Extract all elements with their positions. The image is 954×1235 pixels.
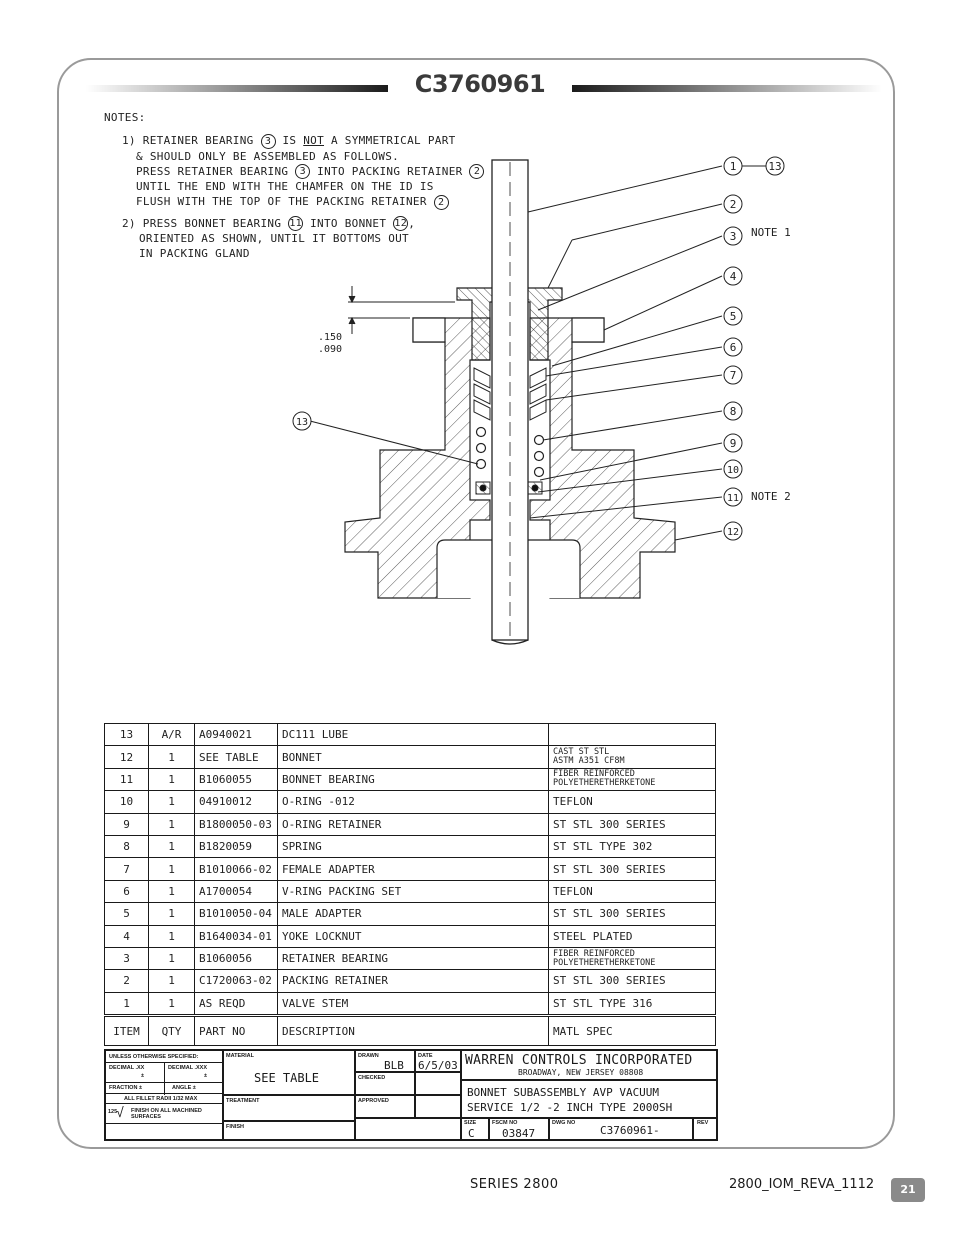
- bom-qty: 1: [149, 858, 195, 880]
- material-value: SEE TABLE: [254, 1071, 320, 1085]
- bom-header-matl: MATL SPEC: [549, 1016, 716, 1046]
- svg-text:4: 4: [729, 270, 737, 283]
- note-1-label: NOTE 1: [751, 226, 791, 239]
- bom-material: ST STL 300 SERIES: [549, 903, 716, 925]
- document-title: C3760961: [414, 70, 546, 98]
- bom-row: [105, 925, 716, 947]
- svg-text:5: 5: [729, 310, 737, 323]
- callout-12: [724, 522, 742, 540]
- ref-balloon-3: 3: [261, 134, 276, 149]
- blank-cell: [355, 1118, 461, 1140]
- bom-part-no: AS REQD: [195, 992, 278, 1015]
- company-cell: [461, 1050, 717, 1080]
- bom-part-no: B1060056: [195, 947, 278, 969]
- bom-material-line-1: FIBER REINFORCED: [553, 769, 635, 780]
- bom-qty: 1: [149, 835, 195, 857]
- callout-11: [724, 488, 742, 506]
- bom-row: [105, 835, 716, 857]
- note-1-text: & SHOULD ONLY BE ASSEMBLED AS FOLLOWS.: [136, 149, 400, 163]
- svg-text:13: 13: [768, 160, 782, 173]
- callout-3: [724, 227, 742, 245]
- bom-description: YOKE LOCKNUT: [278, 925, 549, 947]
- footer-series: SERIES 2800: [470, 1177, 559, 1192]
- bom-material: ST STL TYPE 302: [549, 835, 716, 857]
- fscm-label: FSCM NO: [492, 1120, 518, 1126]
- note-2-text: INTO BONNET: [310, 216, 387, 230]
- bom-description: MALE ADAPTER: [278, 903, 549, 925]
- size-label: SIZE: [464, 1120, 477, 1126]
- footer-doc-id: 2800_IOM_REVA_1112: [729, 1177, 875, 1192]
- yoke-locknut-left: [413, 318, 445, 342]
- bom-item: 3: [105, 947, 149, 969]
- bom-qty: 1: [149, 768, 195, 790]
- ref-balloon-2: 2: [469, 164, 484, 179]
- bom-row: [105, 947, 716, 969]
- bom-qty: 1: [149, 925, 195, 947]
- callout-9: [724, 434, 742, 452]
- bom-item: 4: [105, 925, 149, 947]
- approved-label: APPROVED: [358, 1098, 389, 1104]
- bom-description: V-RING PACKING SET: [278, 880, 549, 902]
- bom-material-line-1: FIBER REINFORCED: [553, 948, 635, 959]
- bom-qty: 1: [149, 970, 195, 992]
- bom-description: PACKING RETAINER: [278, 970, 549, 992]
- bom-item: 5: [105, 903, 149, 925]
- bom-row: [105, 858, 716, 880]
- bom-part-no: B1010066-02: [195, 858, 278, 880]
- note-2-text: IN PACKING GLAND: [139, 247, 250, 260]
- bom-material: ST STL 300 SERIES: [549, 858, 716, 880]
- ref-balloon-3: 3: [295, 164, 310, 179]
- svg-text:11: 11: [726, 493, 740, 504]
- drawn-cell: [355, 1050, 415, 1072]
- bom-item: 13: [105, 724, 149, 746]
- callout-13-left: [293, 412, 311, 430]
- check-icon: √: [116, 1104, 124, 1120]
- notes-label: NOTES:: [104, 111, 146, 124]
- bom-material-line-2: ASTM A351 CF8M: [553, 756, 625, 767]
- bom-part-no: A0940021: [195, 724, 278, 746]
- note-1-emphasis: NOT: [303, 134, 325, 147]
- bom-item: 8: [105, 835, 149, 857]
- note-1-text: PRESS RETAINER BEARING: [136, 164, 289, 178]
- callout-2: [724, 195, 742, 213]
- bom-material-line-2: POLYETHERETHERKETONE: [553, 778, 656, 789]
- bom-item: 1: [105, 992, 149, 1015]
- bom-description: O-RING RETAINER: [278, 813, 549, 835]
- bom-description: BONNET BEARING: [278, 768, 549, 790]
- date-label: DATE: [418, 1053, 433, 1059]
- callout-8: [724, 402, 742, 420]
- note-2: 2) PRESS BONNET BEARING 11 INTO BONNET 12, ORIENTED AS SHOWN, UNTIL IT BOTTOMS OUT IN PACKING GLAND: [122, 216, 416, 260]
- callout-4: [724, 267, 742, 285]
- fillet-label: ALL FILLET RADII 1/32 MAX: [124, 1096, 198, 1102]
- note-1-text: INTO PACKING RETAINER: [317, 164, 463, 178]
- bom-header-row: [105, 1016, 716, 1046]
- material-label: MATERIAL: [226, 1053, 255, 1059]
- bom-part-no: B1820059: [195, 835, 278, 857]
- approved-cell: [355, 1095, 415, 1118]
- bom-material: TEFLON: [549, 791, 716, 813]
- note-1-number: 1): [122, 134, 136, 147]
- ref-balloon-12: 12: [394, 218, 408, 229]
- bom-qty: 1: [149, 992, 195, 1015]
- bill-of-materials-table: [104, 723, 716, 1046]
- finish-label: FINISH: [226, 1124, 245, 1130]
- bom-description: BONNET: [278, 746, 549, 768]
- bom-material-line-1: CAST ST STL: [553, 747, 610, 758]
- treatment-cell: [223, 1095, 355, 1121]
- bom-part-no: SEE TABLE: [195, 746, 278, 768]
- bom-part-no: B1060055: [195, 768, 278, 790]
- tolerance-block: [105, 1050, 223, 1140]
- dwg-no-cell: [549, 1118, 693, 1140]
- svg-text:8: 8: [729, 405, 737, 418]
- bom-qty: 1: [149, 903, 195, 925]
- size-cell: [461, 1118, 489, 1140]
- bom-material: ST STL 300 SERIES: [549, 970, 716, 992]
- bom-header-desc: DESCRIPTION: [278, 1016, 549, 1046]
- svg-text:9: 9: [729, 437, 737, 450]
- dwg-no-value: C3760961-: [600, 1124, 660, 1137]
- fscm-value: 03847: [502, 1127, 536, 1140]
- bom-qty: 1: [149, 813, 195, 835]
- callout-13-top: [766, 157, 784, 175]
- decimal-xxx-label: DECIMAL .XXX: [168, 1065, 208, 1071]
- bom-row: [105, 724, 716, 746]
- svg-text:12: 12: [726, 527, 740, 538]
- bom-part-no: B1010050-04: [195, 903, 278, 925]
- finish-mark: 125: [108, 1109, 118, 1115]
- bom-item: 12: [105, 746, 149, 768]
- bom-part-no: C1720063-02: [195, 970, 278, 992]
- bom-item: 11: [105, 768, 149, 790]
- page-number-badge: 21: [891, 1178, 925, 1202]
- checked-date-cell: [415, 1072, 461, 1095]
- drawn-value: BLB: [384, 1059, 404, 1072]
- bom-item: 2: [105, 970, 149, 992]
- note-2-text: PRESS BONNET BEARING: [142, 216, 282, 230]
- bom-material: [549, 768, 716, 790]
- bom-part-no: A1700054: [195, 880, 278, 902]
- yoke-locknut-right: [572, 318, 604, 342]
- bom-material: STEEL PLATED: [549, 925, 716, 947]
- finish-note: FINISH ON ALL MACHINED SURFACES: [131, 1108, 202, 1120]
- bom-material: TEFLON: [549, 880, 716, 902]
- note-2-label: NOTE 2: [751, 490, 791, 503]
- ref-balloon-2: 2: [434, 195, 449, 210]
- checked-label: CHECKED: [358, 1075, 386, 1081]
- bom-item: 7: [105, 858, 149, 880]
- approved-date-cell: [415, 1095, 461, 1118]
- company-address: BROADWAY, NEW JERSEY 08808: [518, 1068, 644, 1077]
- valve-stem: [492, 160, 528, 644]
- note-2-text: ORIENTED AS SHOWN, UNTIL IT BOTTOMS OUT: [139, 232, 409, 245]
- description-line-2: SERVICE 1/2 -2 INCH TYPE 2000SH: [467, 1101, 673, 1114]
- bom-qty: 1: [149, 947, 195, 969]
- unless-label: UNLESS OTHERWISE SPECIFIED:: [109, 1054, 199, 1060]
- ref-balloon-11: 11: [289, 218, 303, 229]
- bom-row: [105, 970, 716, 992]
- date-value: 6/5/03: [418, 1059, 458, 1072]
- size-value: C: [468, 1127, 475, 1140]
- bom-material: ST STL TYPE 316: [549, 992, 716, 1015]
- bom-item: 9: [105, 813, 149, 835]
- callout-1: [724, 157, 742, 175]
- bom-material: [549, 947, 716, 969]
- bom-description: VALVE STEM: [278, 992, 549, 1015]
- angle-label: ANGLE ±: [172, 1085, 196, 1091]
- note-1-text: RETAINER BEARING: [142, 134, 254, 147]
- callout-6: [724, 338, 742, 356]
- svg-text:13: 13: [295, 417, 309, 428]
- bom-qty: 1: [149, 880, 195, 902]
- bom-header-qty: QTY: [149, 1016, 195, 1046]
- bom-row: [105, 992, 716, 1015]
- note-1-text: IS: [282, 134, 297, 147]
- checked-cell: [355, 1072, 415, 1095]
- bom-material: [549, 724, 716, 746]
- bom-rows: [105, 724, 716, 1016]
- tol-xxx: ±: [204, 1073, 208, 1079]
- bom-material-line-2: POLYETHERETHERKETONE: [553, 957, 656, 968]
- bom-part-no: B1800050-03: [195, 813, 278, 835]
- bom-description: FEMALE ADAPTER: [278, 858, 549, 880]
- bom-material: [549, 746, 716, 768]
- rev-cell: [693, 1118, 717, 1140]
- dimension-upper: .150: [318, 332, 343, 343]
- bom-part-no: 04910012: [195, 791, 278, 813]
- note-1-text: A SYMMETRICAL PART: [330, 134, 456, 147]
- drawn-label: DRAWN: [358, 1053, 379, 1059]
- material-cell: [223, 1050, 355, 1095]
- callout-10: [724, 460, 742, 478]
- finish-cell: [223, 1121, 355, 1140]
- bom-qty: 1: [149, 746, 195, 768]
- bom-item: 10: [105, 791, 149, 813]
- note-2-number: 2): [122, 216, 136, 230]
- dimension-lower: .090: [318, 344, 343, 355]
- bom-row: [105, 768, 716, 790]
- drawing-description-cell: [461, 1080, 717, 1118]
- bom-description: RETAINER BEARING: [278, 947, 549, 969]
- bom-part-no: B1640034-01: [195, 925, 278, 947]
- bom-description: O-RING -012: [278, 791, 549, 813]
- bom-row: [105, 880, 716, 902]
- bom-row: [105, 746, 716, 768]
- svg-text:10: 10: [726, 465, 740, 476]
- note-1-text: UNTIL THE END WITH THE CHAMFER ON THE ID IS: [136, 180, 434, 193]
- bom-description: DC111 LUBE: [278, 724, 549, 746]
- bom-description: SPRING: [278, 835, 549, 857]
- dwg-no-label: DWG NO: [552, 1120, 576, 1126]
- bom-row: [105, 813, 716, 835]
- note-1-text: FLUSH WITH THE TOP OF THE PACKING RETAINER: [136, 195, 427, 208]
- title-block: [104, 1049, 718, 1141]
- bom-header-part: PART NO: [195, 1016, 278, 1046]
- bom-item: 6: [105, 880, 149, 902]
- decimal-xx-label: DECIMAL .XX: [109, 1065, 145, 1071]
- svg-text:1: 1: [729, 160, 737, 173]
- callout-7: [724, 366, 742, 384]
- bom-header-item: ITEM: [105, 1016, 149, 1046]
- fraction-label: FRACTION ±: [109, 1085, 142, 1091]
- treatment-label: TREATMENT: [226, 1098, 260, 1104]
- svg-text:2: 2: [729, 198, 737, 211]
- fscm-cell: [489, 1118, 549, 1140]
- description-line-1: BONNET SUBASSEMBLY AVP VACUUM: [467, 1086, 660, 1099]
- tol-xx: ±: [141, 1073, 145, 1079]
- bom-material: ST STL 300 SERIES: [549, 813, 716, 835]
- callout-5: [724, 307, 742, 325]
- bom-row: [105, 903, 716, 925]
- svg-text:7: 7: [729, 369, 737, 382]
- bom-row: [105, 791, 716, 813]
- svg-text:6: 6: [729, 341, 737, 354]
- bom-qty: 1: [149, 791, 195, 813]
- bom-qty: A/R: [149, 724, 195, 746]
- date-cell: [415, 1050, 461, 1072]
- svg-text:3: 3: [729, 230, 737, 243]
- rev-label: REV: [697, 1120, 709, 1126]
- company-name: WARREN CONTROLS INCORPORATED: [465, 1053, 693, 1068]
